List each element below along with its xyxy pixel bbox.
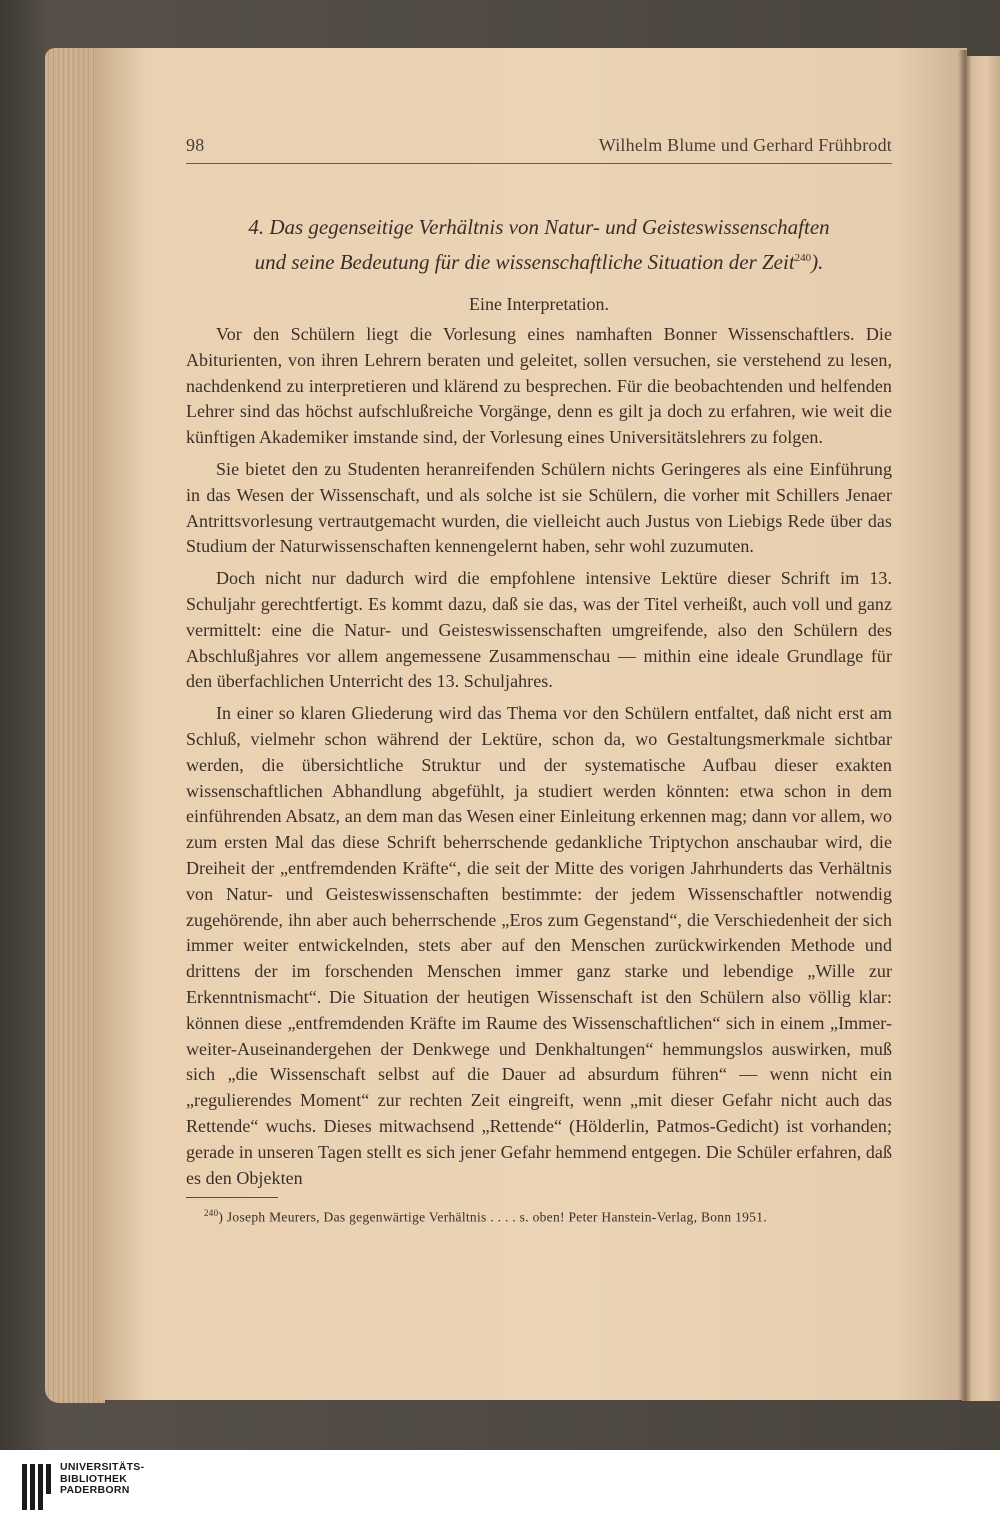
header-rule bbox=[186, 163, 892, 164]
heading-footnote-ref: 240 bbox=[794, 252, 812, 264]
running-title: Wilhelm Blume und Gerhard Frühbrodt bbox=[598, 135, 892, 155]
heading-line-2-end: ). bbox=[811, 250, 824, 274]
heading-line-2 bbox=[186, 243, 892, 278]
footnote bbox=[186, 1203, 892, 1228]
subheading: Eine Interpretation. bbox=[469, 294, 609, 314]
paragraph-1: Vor den Schülern liegt die Vorlesung eines namhaften Bonner Wissenschaftlers. Die Abiturienten, von ihren Lehrern beraten und geleitet, sollen versuchen, sie verstehend zu lesen, nachdenkend zu interpretieren und klärend zu besprechen. Für die beobachtenden und helfenden Lehrer sind das höchst aufschlußreiche Vorgänge, denn es gilt ja doch zu erfahren, wie weit die künftigen Akademiker imstande sind, der Vorlesung eines Universitätslehrers zu folgen. bbox=[186, 324, 892, 448]
running-head bbox=[186, 135, 892, 161]
footnote-number: 240 bbox=[204, 1208, 219, 1219]
page-content bbox=[186, 135, 892, 1228]
library-logo-text bbox=[60, 1462, 144, 1497]
paragraph-2: Sie bietet den zu Studenten heranreifenden Schülern nichts Geringeres als eine Einführung in das Wesen der Wissenschaft, und als solche ist sie Schülern, die vorher mit Schillers Jenaer Antrittsvorlesung vertrautgemacht wurden, die vielleicht auch Justus von Liebigs Rede über das Studium der Naturwissenschaften kennengelernt haben, sehr wohl zuzumuten. bbox=[186, 458, 892, 557]
logo-line-3: PADERBORN bbox=[60, 1484, 130, 1496]
footnote-rule bbox=[186, 1197, 278, 1198]
library-logo-icon bbox=[22, 1462, 54, 1512]
heading-line-1: 4. Das gegenseitige Verhältnis von Natur- und Geisteswissenschaften bbox=[248, 215, 830, 239]
logo-line-2: BIBLIOTHEK bbox=[60, 1472, 128, 1485]
paragraph-3: Doch nicht nur dadurch wird die empfohlene intensive Lektüre dieser Schrift im 13. Schuljahr gerechtfertigt. Es kommt dazu, daß sie das, was der Titel verheißt, auch voll und ganz vermittelt: eine die Natur- und Geisteswissenschaften umgreifende, also den Schülern des Abschlußjahres vor allem angemessene Zusammenschau — mithin eine ideale Grundlage für den überfachlichen Unterricht des 13. Schuljahres. bbox=[186, 568, 892, 692]
book-gutter bbox=[958, 50, 972, 1402]
heading-line-2-text: und seine Bedeutung für die wissenschaftliche Situation der Zeit bbox=[254, 250, 795, 274]
paragraph-4: In einer so klaren Gliederung wird das Thema vor den Schülern entfaltet, daß nicht erst am Schluß, vielmehr schon während der Lektüre, schon da, wo Gestaltungsmerkmale sichtbar werden, die übersichtliche Struktur und der systematische Aufbau dieser exakten wissenschaftlichen Abhandlung abgefühlt, ja studiert werden könnten: etwa schon in dem einführenden Absatz, an dem man das Wesen einer Einleitung erkennen mag; dann vor allem, wo zum ersten Mal das diese Schrift beherrschende gedankliche Triptychon anschaubar wird, die Dreiheit der „entfremdenden Kräfte“, die seit der Mitte des vorigen Jahrhunderts das Verhältnis von Natur- und Geisteswissenschaften bestimmte: der jedem Wissenschaftler notwendig zugehörende, ihn aber auch beherrschende „Eros zum Gegenstand“, die Verschiedenheit der sich immer weiter entwickelnden, stets aber auf den Menschen zurückwirkenden Methode und drittens der im forschenden Menschen immer ganz starke und lebendige „Wille zur Erkenntnismacht“. Die Situation der heutigen Wissenschaft ist den Schülern also völlig klar: können diese „entfremdenden Kräfte im Raume des Wissenschaftlichen“ sich in einem „Immer-weiter-Auseinandergehen der Denkwege und Denkhaltungen“ hemmungslos auswirken, muß sich „die Wissenschaft selbst auf die Dauer ad absurdum führen“ — wenn nicht ein „regulierendes Moment“ zur rechten Zeit eingreift, wenn „mit dieser Gefahr nicht auch das Rettende“ wuchs. Dieses mitwachsend „Rettende“ (Hölderlin, Patmos-Gedicht) ist vorhanden; gerade in unseren Tagen stellt es sich jener Gefahr hemmend entgegen. Die Schüler erfahren, daß es den Objekten bbox=[186, 703, 892, 1188]
page-number: 98 bbox=[186, 135, 205, 155]
logo-line-1: UNIVERSITÄTS- bbox=[60, 1461, 145, 1473]
footnote-text: ) Joseph Meurers, Das gegenwärtige Verhältnis . . . . s. oben! Peter Hanstein-Verlag, Bonn 1951. bbox=[218, 1209, 767, 1225]
section-heading bbox=[186, 212, 892, 278]
library-logo-bar bbox=[0, 1450, 1000, 1523]
